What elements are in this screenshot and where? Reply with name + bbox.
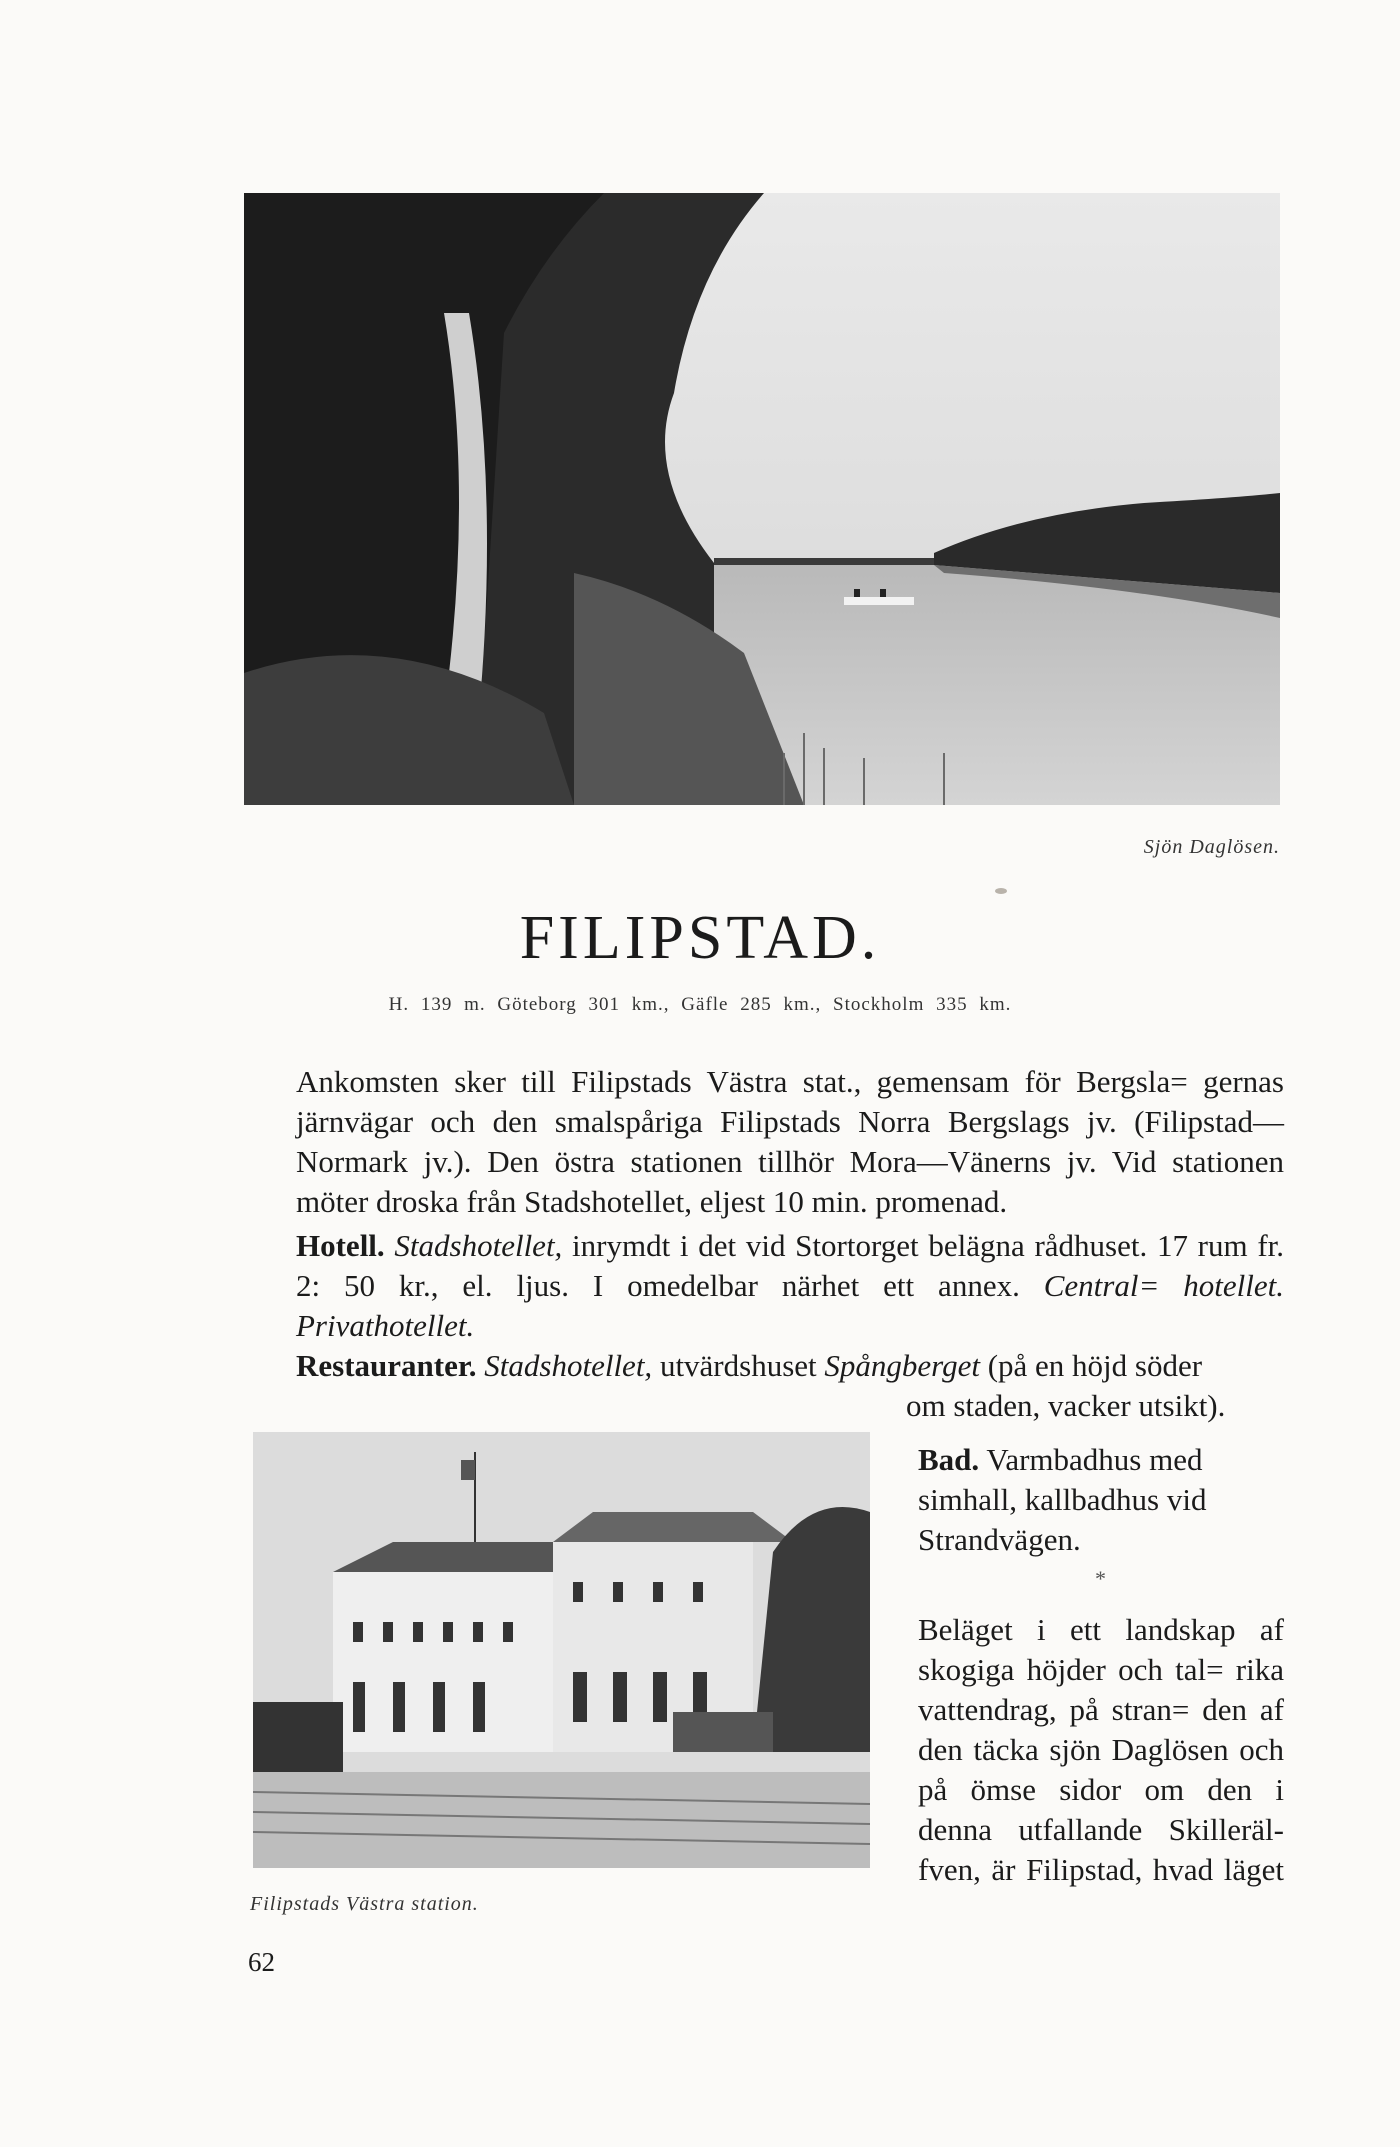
bath-label: Bad. [918,1442,980,1477]
hotel-central: Central= hotellet. [1043,1268,1284,1303]
restaurant-name: Stadshotellet, [484,1348,653,1383]
station-photo [253,1432,870,1868]
hotel-name: Stadshotellet, [394,1228,563,1263]
distance-stats: H. 139 m. Göteborg 301 km., Gäfle 285 km., Stockholm 335 km. [388,994,1012,1015]
bath-paragraph [918,1440,1284,1560]
restaurant-line-2: om staden, vacker utsikt). [906,1388,1226,1423]
hotel-text: inrymdt i det vid Stortorget belägna rådhuset. 17 rum fr. 2: 50 kr., el. ljus. I omedelbar närhet ett annex. [296,1228,1285,1303]
print-spot [995,888,1007,894]
restaurant-label: Restauranter. [296,1348,477,1383]
lake-photo [244,193,1280,805]
arrival-paragraph: Ankomsten sker till Filipstads Västra stat., gemensam för Bergsla= gernas järnvägar och den smalspåriga Filipstads Norra Bergslags jv. (Filipstad—Normark jv.). Den östra stationen tillhör Mora—Vänerns jv. Vid stationen möter droska från Stadshotellet, eljest 10 min. promenad. [296,1064,1284,1219]
section-asterisk: * [1095,1566,1106,1591]
restaurant-spangberget: Spångberget [824,1348,980,1383]
hotel-label: Hotell. [296,1228,385,1263]
lake-photo-caption: Sjön Daglösen. [1143,836,1280,858]
restaurant-text-b: (på en höjd söder [979,1348,1203,1383]
restaurant-text-a: utvärdshuset [652,1348,825,1383]
hotel-private: Privathotellet. [296,1308,475,1343]
page-number: 62 [248,1947,275,1977]
station-photo-caption: Filipstads Västra station. [250,1893,479,1915]
page-title: FILIPSTAD. [519,904,881,972]
location-paragraph: Beläget i ett landskap af skogiga höjder och tal= rika vattendrag, på stran= den af den täcka sjön Daglösen och på ömse sidor om den i denna utfallande Skillerälfven, är Filipstad, hvad läget [918,1612,1284,1887]
bath-text: Varmbadhus med simhall, kallbadhus vid Strandvägen. [918,1442,1207,1557]
restaurant-paragraph [296,1346,1284,1386]
hotel-paragraph [296,1226,1284,1346]
